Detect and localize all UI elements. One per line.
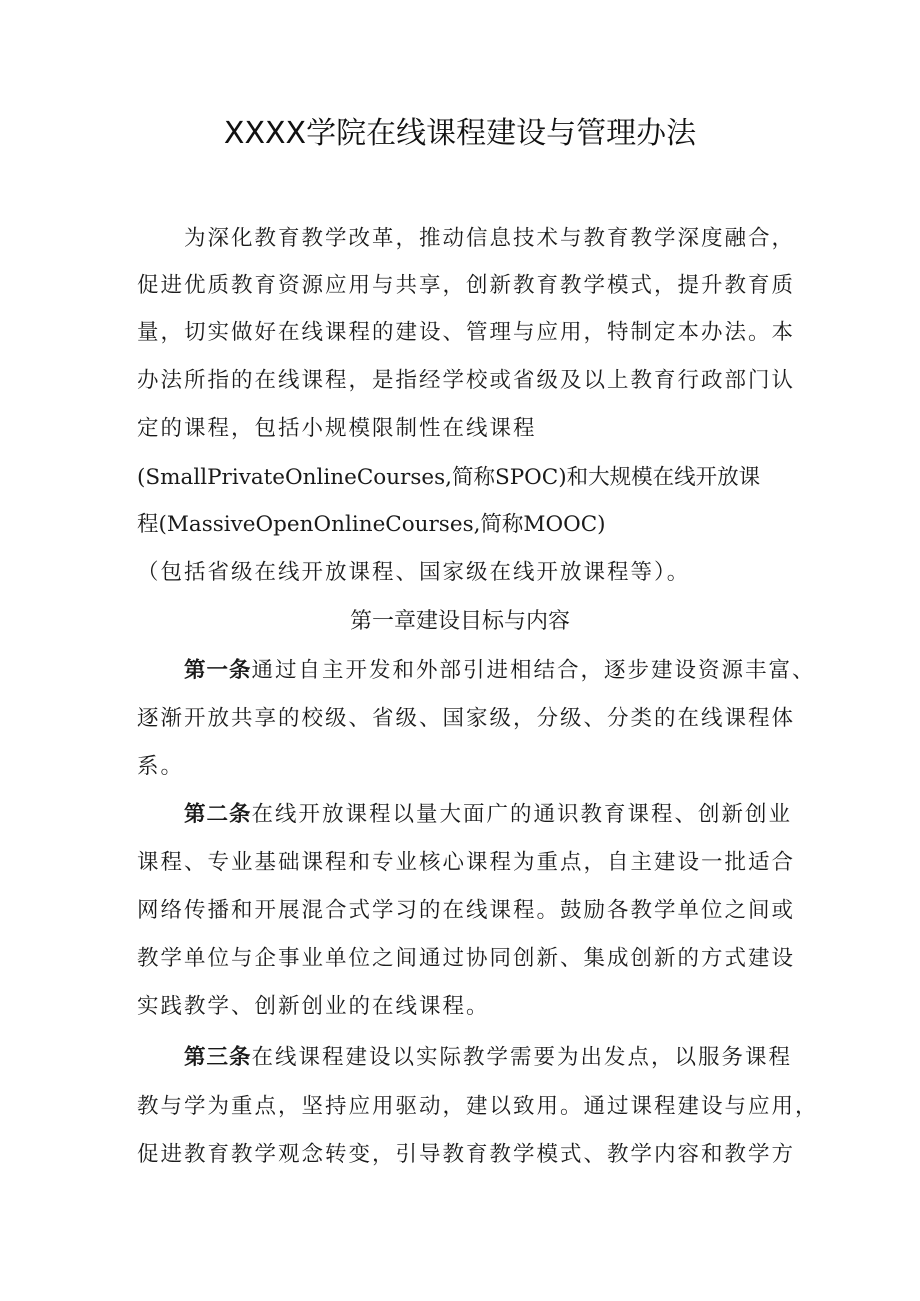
article-1-first-line	[184, 656, 844, 686]
document-title: XXXX学院在线课程建设与管理办法	[223, 116, 697, 151]
article-2-first-line	[184, 800, 844, 830]
article-3-label: 第三条	[184, 1045, 252, 1070]
article-3-first-line	[184, 1043, 844, 1073]
intro-line: 办法所指的在线课程，是指经学校或省级及以上教育行政部门认	[137, 368, 796, 393]
article-2-line: 实践教学、创新创业的在线课程。	[137, 994, 490, 1019]
article-1-text: 通过自主开发和外部引进相结合，逐步建设资源丰富、	[251, 658, 816, 683]
article-2-text: 在线开放课程以量大面广的通识教育课程、创新创业	[251, 802, 793, 827]
article-1-line: 系。	[137, 754, 185, 779]
article-3-text: 在线课程建设以实际教学需要为出发点，以服务课程	[251, 1045, 793, 1070]
article-2-line: 课程、专业基础课程和专业核心课程为重点，自主建设一批适合	[137, 850, 796, 875]
chapter-heading: 第一章建设目标与内容	[349, 609, 570, 634]
intro-line: 为深化教育教学改革，推动信息技术与教育教学深度融合，	[184, 226, 796, 251]
article-1-line: 逐渐开放共享的校级、省级、国家级，分级、分类的在线课程体	[137, 706, 796, 731]
article-2-line: 教学单位与企事业单位之间通过协同创新、集成创新的方式建设	[137, 946, 796, 971]
intro-line: 促进优质教育资源应用与共享，创新教育教学模式，提升教育质	[137, 273, 796, 298]
intro-line: （包括省级在线开放课程、国家级在线开放课程等）。	[137, 560, 691, 585]
intro-line: (SmallPrivateOnlineCourses,简称SPOC)和大规模在线开放课	[137, 465, 761, 490]
article-2-line: 网络传播和开展混合式学习的在线课程。鼓励各教学单位之间或	[137, 898, 796, 923]
article-3-line: 促进教育教学观念转变，引导教育教学模式、教学内容和教学方	[137, 1142, 796, 1167]
article-1-label: 第一条	[184, 658, 252, 683]
article-3-line: 教与学为重点，坚持应用驱动，建以致用。通过课程建设与应用，	[137, 1094, 819, 1119]
intro-line: 程(MassiveOpenOnlineCourses,简称MOOC)	[137, 512, 606, 537]
intro-line: 定的课程，包括小规模限制性在线课程	[137, 416, 537, 441]
intro-line: 量，切实做好在线课程的建设、管理与应用，特制定本办法。本	[137, 320, 796, 345]
article-2-label: 第二条	[184, 802, 252, 827]
